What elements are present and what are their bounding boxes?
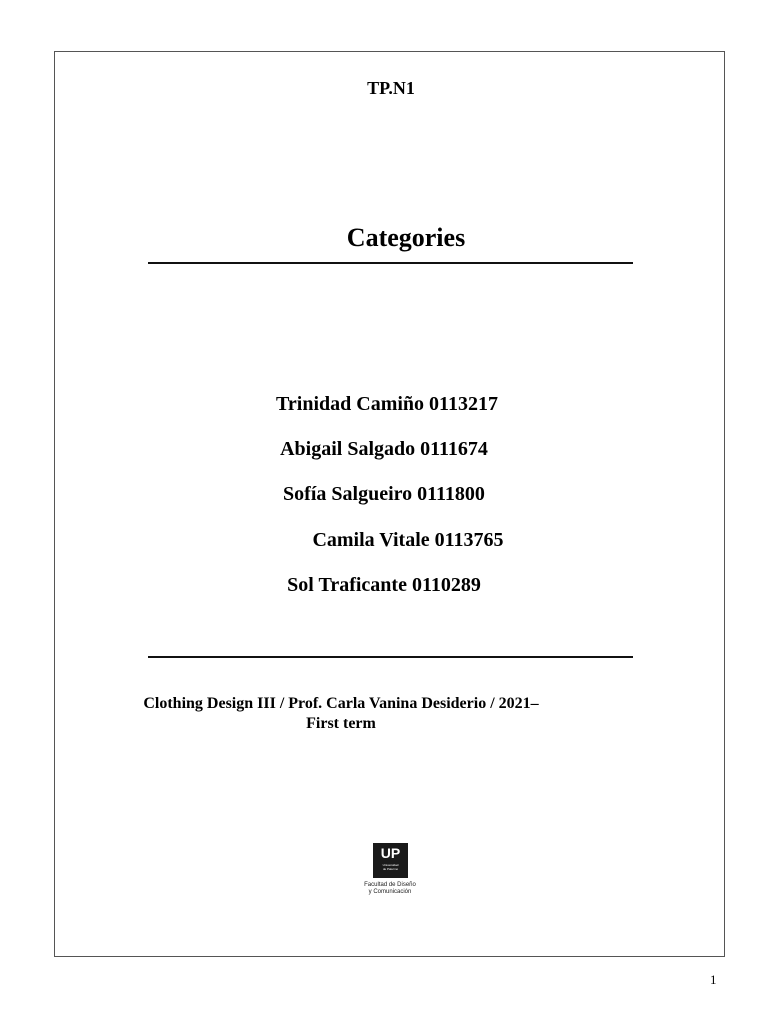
logo-faculty xyxy=(355,882,425,896)
logo-mark xyxy=(373,843,408,878)
course-info xyxy=(90,694,592,734)
page-number: 1 xyxy=(710,972,717,987)
authors-divider xyxy=(148,656,633,658)
course-term: First term xyxy=(306,715,376,732)
author-item: Sofía Salgueiro 0111800 xyxy=(283,483,485,505)
author-item: Abigail Salgado 0111674 xyxy=(280,438,488,460)
logo-faculty-line: y Comunicación xyxy=(368,889,412,895)
logo-university-name xyxy=(373,863,408,871)
logo-initials: UP xyxy=(380,845,401,861)
author-item: Sol Traficante 0110289 xyxy=(287,574,481,596)
course-line: Clothing Design III / Prof. Carla Vanina Desiderio / 2021– xyxy=(143,695,539,712)
document-code: TP.N1 xyxy=(367,78,415,98)
university-logo xyxy=(355,840,435,900)
logo-faculty-line: Facultad de Diseño xyxy=(364,882,416,888)
document-title: Categories xyxy=(346,223,466,252)
author-item: Camila Vitale 0113765 xyxy=(312,529,504,551)
author-item: Trinidad Camiño 0113217 xyxy=(276,393,498,415)
logo-university-line: Universidad xyxy=(382,863,399,867)
logo-university-line: de Palermo xyxy=(382,867,399,871)
title-divider xyxy=(148,262,633,264)
